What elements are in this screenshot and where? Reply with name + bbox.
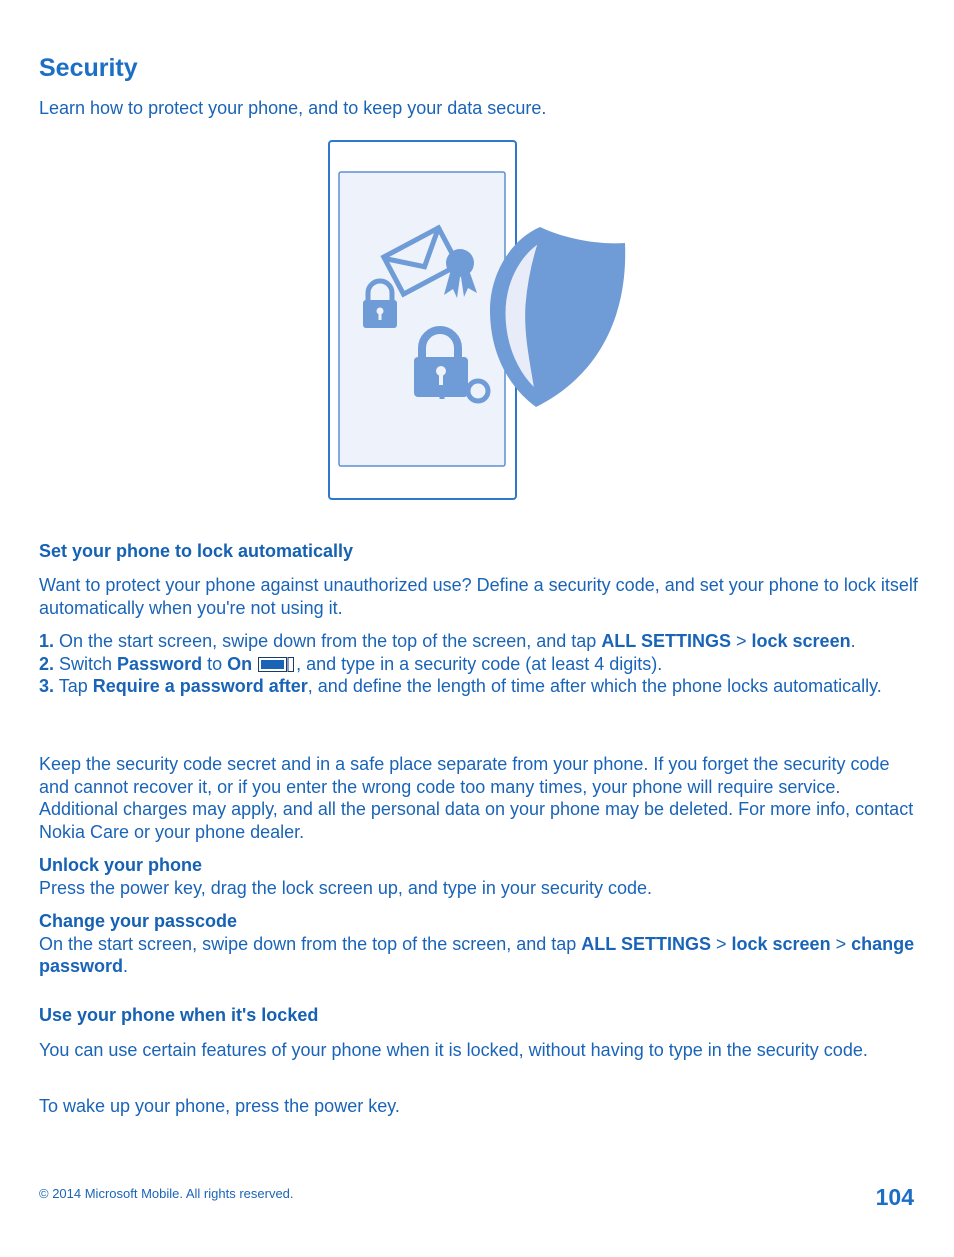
section-heading-lock: Set your phone to lock automatically	[39, 541, 354, 561]
intro-text: Learn how to protect your phone, and to keep your data secure.	[39, 98, 547, 118]
section-heading-locked-use: Use your phone when it's locked	[39, 1005, 319, 1025]
security-illustration	[320, 135, 640, 510]
step-3: 3. Tap Require a password after, and define the length of time after which the phone locks automatically.	[39, 676, 882, 696]
locked-use-text: You can use certain features of your phone when it is locked, without having to type in the security code.	[39, 1040, 868, 1060]
unlock-heading: Unlock your phone	[39, 855, 203, 875]
lock-intro-text: Want to protect your phone against unauthorized use? Define a security code, and set your phone to lock itself automatically when you're not using it.	[39, 575, 918, 618]
passcode-block	[39, 910, 919, 978]
step-1: 1. On the start screen, swipe down from the top of the screen, and tap ALL SETTINGS > lock screen.	[39, 631, 856, 651]
page-number: 104	[875, 1184, 914, 1210]
passcode-text: On the start screen, swipe down from the top of the screen, and tap ALL SETTINGS > lock screen > change password.	[39, 933, 915, 976]
security-warning: Keep the security code secret and in a safe place separate from your phone. If you forget the security code and cannot recover it, or if you enter the wrong code too many times, your phone will require service. Additional charges may apply, and all the personal data on your phone may be deleted. For more info, contact Nokia Care or your phone dealer.	[39, 754, 914, 842]
step-2: 2. Switch Password to On , and type in a security code (at least 4 digits).	[39, 653, 663, 674]
copyright-notice: © 2014 Microsoft Mobile. All rights reserved.	[39, 1186, 294, 1201]
page-title: Security	[39, 54, 138, 82]
phone-icon	[329, 141, 516, 499]
passcode-heading: Change your passcode	[39, 911, 238, 931]
unlock-text: Press the power key, drag the lock screen up, and type in your security code.	[39, 877, 652, 898]
unlock-block	[39, 854, 919, 899]
toggle-on-icon	[258, 655, 294, 670]
wake-up-text: To wake up your phone, press the power key.	[39, 1096, 400, 1116]
steps-list	[39, 630, 919, 698]
shield-icon	[490, 227, 625, 407]
